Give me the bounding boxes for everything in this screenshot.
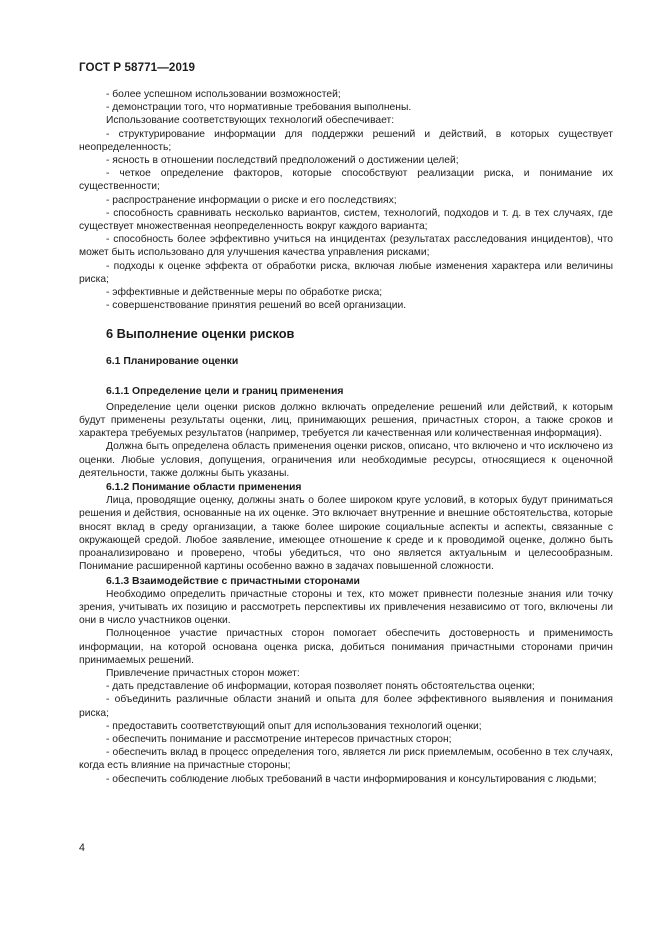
paragraph: Привлечение причастных сторон может: <box>106 667 300 679</box>
clause-heading: 6.1.2 Понимание области применения <box>106 482 302 494</box>
list-item: - дать представление об информации, которая позволяет понять обстоятельства оценки; <box>106 681 535 693</box>
paragraph: Лица, проводящие оценку, должны знать о более широком круге условий, в которых будут приниматься решения и действия, основанные на их оценке. Это включает внутренние и внешние обстоятельства, которые вносят вклад в среду организации, а также более широкие социальные аспекты и аспекты, связанные с окружающей средой. Любое заявление, имеющее отношение к среде и к проводимой оценке, должно быть проанализировано и проверено, чтобы убедиться, что оно является актуальным и целесообразным. Понимание расширенной картины особенно важно в задачах повышенной сложности. <box>79 495 613 573</box>
clause-heading: 6.1.1 Определение цели и границ применения <box>106 385 344 397</box>
list-item: - способность более эффективно учиться на инцидентах (результатах расследования инцидентов), что может быть использовано для улучшения качества управления рисками; <box>79 234 613 259</box>
paragraph: Использование соответствующих технологий обеспечивает: <box>106 115 395 127</box>
standard-header: ГОСТ Р 58771—2019 <box>79 61 196 74</box>
document-body <box>79 88 613 786</box>
list-item: - ясность в отношении последствий предположений о достижении целей; <box>106 155 459 167</box>
page-number: 4 <box>79 842 85 854</box>
list-item: - обеспечить соблюдение любых требований в части информирования и консультирования с людьми; <box>106 773 597 785</box>
list-item: - четкое определение факторов, которые способствуют реализации риска, и понимание их существенности; <box>79 168 613 193</box>
list-item: - структурирование информации для поддержки решений и действий, в которых существует неопределенность; <box>79 128 613 153</box>
list-item: - совершенствование принятия решений во всей организации. <box>106 300 407 312</box>
paragraph: Полноценное участие причастных сторон помогает обеспечить достоверность и применимость информации, на которой основана оценка риска, добиться понимания причастными сторонами причин принимаемых решений. <box>79 628 613 666</box>
clause-heading: 6.1.3 Взаимодействие с причастными сторонами <box>106 575 360 587</box>
list-item: - распространение информации о риске и его последствиях; <box>106 194 397 206</box>
list-item: - эффективные и действенные меры по обработке риска; <box>106 287 383 299</box>
list-item: - подходы к оценке эффекта от обработки риска, включая любые изменения характера или величины риска; <box>79 260 613 285</box>
list-item: - предоставить соответствующий опыт для использования технологий оценки; <box>106 720 482 732</box>
list-item: - способность сравнивать несколько вариантов, систем, технологий, подходов и т. д. в тех случаях, где существует множественная неопределенность вокруг каждого варианта; <box>79 207 613 233</box>
subsection-heading: 6.1 Планирование оценки <box>106 356 239 368</box>
list-item: - более успешном использовании возможностей; <box>106 89 341 100</box>
section-heading: 6 Выполнение оценки рисков <box>106 326 295 342</box>
list-item: - обеспечить понимание и рассмотрение интересов причастных сторон; <box>106 733 452 745</box>
paragraph: Определение цели оценки рисков должно включать определение решений или действий, к которым будут применены результаты оценки, лиц, принимающих решения, причастных сторон, а также сроков и характера требуемых результатов (например, требуется ли качественная или количественная информация). <box>79 401 613 440</box>
paragraph: Необходимо определить причастные стороны и тех, кто может привнести полезные знания или точку зрения, учитывать их позицию и рассмотреть перспективы их привлечения независимо от того, включены ли они в число участников оценки. <box>79 588 613 627</box>
list-item: - объединить различные области знаний и опыта для более эффективного выявления и понимания риска; <box>79 694 613 719</box>
paragraph: Должна быть определена область применения оценки рисков, описано, что включено и что исключено из оценки. Любые условия, допущения, ограничения или необходимые ресурсы, относящиеся к оценочной деятельности, также должны быть указаны. <box>79 441 613 479</box>
list-item: - обеспечить вклад в процесс определения того, является ли риск приемлемым, особенно в тех случаях, когда есть влияние на причастные стороны; <box>79 747 613 772</box>
list-item: - демонстрации того, что нормативные требования выполнены. <box>106 102 412 114</box>
